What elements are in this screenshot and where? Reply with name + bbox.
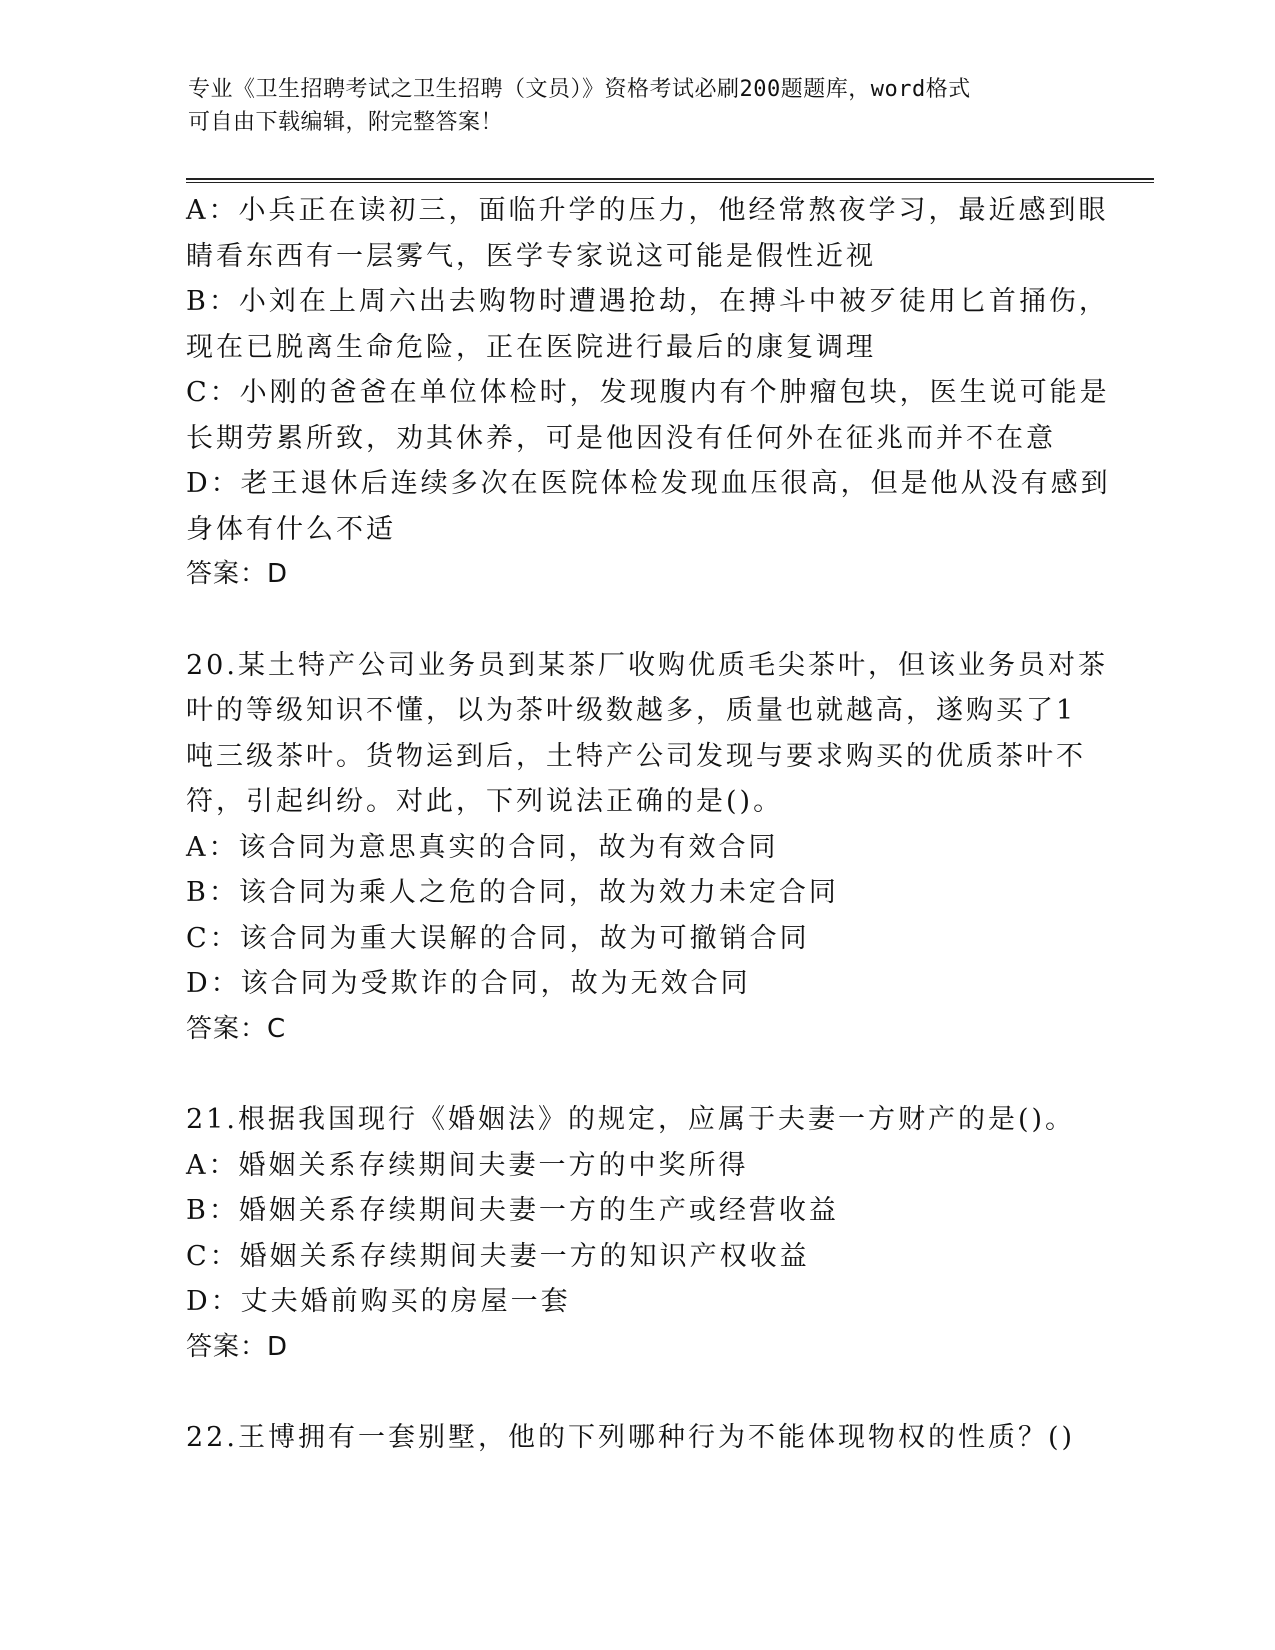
document-header	[188, 73, 1078, 139]
option-b: B：婚姻关系存续期间夫妻一方的生产或经营收益	[186, 1195, 839, 1226]
option-d: D：丈夫婚前购买的房屋一套	[186, 1286, 571, 1317]
header-divider-thick	[186, 178, 1154, 180]
question-20	[186, 643, 1108, 1053]
question-list	[186, 188, 1111, 1461]
option-b-line-2: 现在已脱离生命危险，正在医院进行最后的康复调理	[186, 331, 876, 363]
option-c: C：婚姻关系存续期间夫妻一方的知识产权收益	[186, 1240, 810, 1272]
question-21	[186, 1097, 1086, 1370]
answer-label: 答案：D	[186, 559, 289, 589]
option-a-line-1: A：小兵正在读初三，面临升学的压力，他经常熬夜学习，最近感到眼	[186, 195, 1109, 226]
question-22	[186, 1415, 1086, 1461]
option-c-line-1: C：小刚的爸爸在单位体检时，发现腹内有个肿瘤包块，医生说可能是	[186, 377, 1110, 408]
header-line-2: 可自由下载编辑，附完整答案！	[188, 110, 504, 135]
question-stem-line-4: 符，引起纠纷。对此，下列说法正确的是()。	[186, 786, 784, 817]
header-divider-thin	[186, 182, 1154, 183]
header-line-1: 专业《卫生招聘考试之卫生招聘（文员）》资格考试必刷200题题库，word格式	[188, 77, 971, 102]
option-b-line-1: B：小刘在上周六出去购物时遭遇抢劫，在搏斗中被歹徒用匕首捅伤，	[186, 286, 1109, 317]
question-stem: 21.根据我国现行《婚姻法》的规定，应属于夫妻一方财产的是()。	[186, 1104, 1076, 1135]
question-stem-line-2: 叶的等级知识不懂，以为茶叶级数越多，质量也就越高，遂购买了1	[186, 695, 1077, 726]
question-stem: 22.王博拥有一套别墅，他的下列哪种行为不能体现物权的性质？()	[186, 1422, 1076, 1453]
question-stem-line-3: 吨三级茶叶。货物运到后，土特产公司发现与要求购买的优质茶叶不	[186, 740, 1086, 772]
option-b: B：该合同为乘人之危的合同，故为效力未定合同	[186, 877, 839, 908]
option-a-line-2: 睛看东西有一层雾气，医学专家说这可能是假性近视	[186, 240, 876, 272]
option-d-line-2: 身体有什么不适	[186, 513, 396, 545]
question-stem-line-1: 20.某土特产公司业务员到某茶厂收购优质毛尖茶叶，但该业务员对茶	[186, 649, 1108, 681]
option-d: D：该合同为受欺诈的合同，故为无效合同	[186, 968, 751, 999]
option-a: A：婚姻关系存续期间夫妻一方的中奖所得	[186, 1149, 749, 1181]
answer-label: 答案：D	[186, 1331, 289, 1362]
option-a: A：该合同为意思真实的合同，故为有效合同	[186, 831, 779, 863]
option-c-line-2: 长期劳累所致，劝其休养，可是他因没有任何外在征兆而并不在意	[186, 422, 1056, 454]
option-d-line-1: D：老王退休后连续多次在医院体检发现血压很高，但是他从没有感到	[186, 468, 1111, 499]
option-c: C：该合同为重大误解的合同，故为可撤销合同	[186, 922, 810, 954]
question-19	[186, 188, 1111, 598]
answer-label: 答案：C	[186, 1013, 287, 1044]
